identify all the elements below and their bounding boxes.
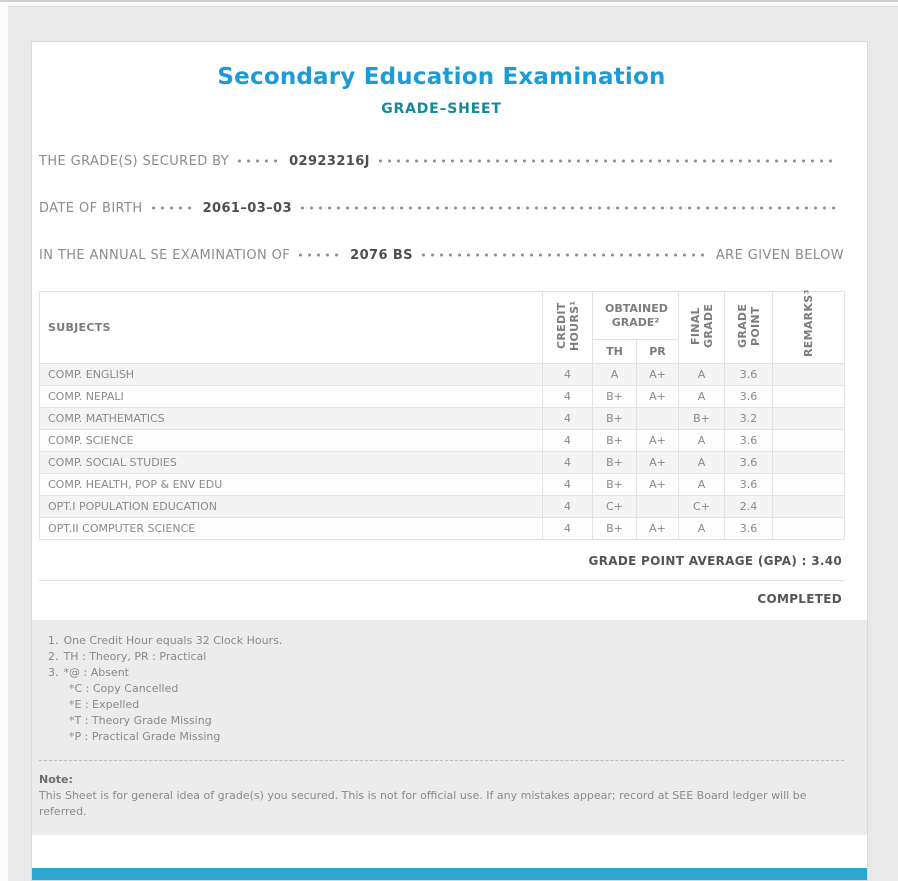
dot-leader [419, 248, 710, 262]
footnote-item [48, 649, 844, 665]
credit-cell: 4 [543, 408, 593, 430]
pr-grade-cell: A+ [637, 452, 679, 474]
table-row [40, 364, 845, 386]
footnote-number: 1. [48, 634, 59, 647]
subject-cell: COMP. SOCIAL STUDIES [40, 452, 543, 474]
exam-year-suffix: ARE GIVEN BELOW [715, 247, 844, 263]
grade-point-cell: 3.2 [725, 408, 773, 430]
remarks-cell [773, 408, 845, 430]
date-of-birth-value: 2061–03–03 [202, 200, 292, 216]
col-header-grade-point [725, 292, 773, 364]
footnote-subitem: *T : Theory Grade Missing [69, 714, 212, 727]
subject-cell: COMP. ENGLISH [40, 364, 543, 386]
pr-grade-cell: A+ [637, 474, 679, 496]
pr-grade-cell: A+ [637, 518, 679, 540]
note-text: This Sheet is for general idea of grade(s) you secured. This is not for official use. If any mistakes appear; record at SEE Board ledger will be referred. [39, 789, 807, 818]
subject-cell: OPT.II COMPUTER SCIENCE [40, 518, 543, 540]
th-grade-cell: B+ [593, 518, 637, 540]
credit-cell: 4 [543, 452, 593, 474]
footnote-subitem: *P : Practical Grade Missing [69, 730, 221, 743]
col-header-credit-hours [543, 292, 593, 364]
grades-table [39, 291, 845, 540]
col-header-pr: PR [637, 340, 679, 364]
remarks-cell [773, 518, 845, 540]
note-label: Note: [39, 773, 73, 786]
th-grade-cell: B+ [593, 474, 637, 496]
table-row [40, 408, 845, 430]
table-row [40, 518, 845, 540]
grade-sheet-card [31, 41, 868, 881]
exam-year-label: IN THE ANNUAL SE EXAMINATION OF [39, 247, 291, 263]
dot-leader [235, 154, 283, 168]
col-header-th: TH [593, 340, 637, 364]
dot-leader [298, 201, 838, 215]
footnote-number: 3. [48, 666, 59, 679]
grade-point-cell: 3.6 [725, 430, 773, 452]
footnote-text: *@ : Absent [63, 666, 129, 679]
subject-cell: COMP. SCIENCE [40, 430, 543, 452]
credit-cell: 4 [543, 430, 593, 452]
grade-point-cell: 3.6 [725, 452, 773, 474]
pr-grade-cell: A+ [637, 364, 679, 386]
credit-hours-vertical-label: CREDIT HOURS¹ [554, 300, 581, 352]
credit-cell: 4 [543, 364, 593, 386]
pr-grade-cell [637, 496, 679, 518]
final-grade-cell: A [679, 474, 725, 496]
credit-cell: 4 [543, 518, 593, 540]
secured-by-label: THE GRADE(S) SECURED BY [39, 153, 230, 169]
remarks-cell [773, 496, 845, 518]
footnote-number: 2. [48, 650, 59, 663]
grade-point-cell: 2.4 [725, 496, 773, 518]
grade-point-vertical-label: GRADE POINT [735, 303, 762, 349]
th-grade-cell: B+ [593, 386, 637, 408]
subject-cell: COMP. HEALTH, POP & ENV EDU [40, 474, 543, 496]
remarks-cell [773, 364, 845, 386]
page-title: Secondary Education Examination [217, 64, 666, 90]
th-grade-cell: B+ [593, 408, 637, 430]
table-row [40, 430, 845, 452]
final-grade-cell: A [679, 386, 725, 408]
final-grade-cell: A [679, 518, 725, 540]
grade-point-cell: 3.6 [725, 518, 773, 540]
credit-cell: 4 [543, 496, 593, 518]
subject-cell: COMP. MATHEMATICS [40, 408, 543, 430]
final-grade-cell: C+ [679, 496, 725, 518]
col-header-obtained-grade: OBTAINED GRADE² [593, 292, 679, 340]
th-grade-cell: C+ [593, 496, 637, 518]
footnotes-panel [32, 620, 867, 835]
dot-leader [376, 154, 838, 168]
footnote-subitem: *C : Copy Cancelled [69, 682, 179, 695]
subject-cell: COMP. NEPALI [40, 386, 543, 408]
final-grade-cell: A [679, 364, 725, 386]
final-grade-cell: A [679, 430, 725, 452]
pr-grade-cell: A+ [637, 386, 679, 408]
exam-year-value: 2076 BS [350, 247, 413, 263]
grade-sheet-subtitle: GRADE–SHEET [381, 101, 502, 117]
table-header-row-1 [40, 292, 845, 340]
table-row [40, 386, 845, 408]
table-row [40, 452, 845, 474]
footnote-item [48, 633, 844, 649]
secured-by-value: 02923216J [289, 153, 370, 169]
remarks-cell [773, 452, 845, 474]
grade-point-cell: 3.6 [725, 364, 773, 386]
grade-point-cell: 3.6 [725, 386, 773, 408]
dot-leader [149, 201, 197, 215]
final-grade-cell: A [679, 452, 725, 474]
th-grade-cell: B+ [593, 452, 637, 474]
pr-grade-cell [637, 408, 679, 430]
remarks-vertical-label: REMARKS³ [802, 289, 815, 357]
footer-bar [32, 868, 867, 880]
table-row [40, 496, 845, 518]
remarks-cell [773, 474, 845, 496]
credit-cell: 4 [543, 474, 593, 496]
final-grade-vertical-label: FINAL GRADE [688, 303, 715, 349]
th-grade-cell: B+ [593, 430, 637, 452]
footnote-item [48, 665, 844, 681]
date-of-birth-line [39, 198, 844, 218]
grade-point-cell: 3.6 [725, 474, 773, 496]
remarks-cell [773, 430, 845, 452]
col-header-remarks [773, 289, 845, 364]
final-grade-cell: B+ [679, 408, 725, 430]
footnote-text: One Credit Hour equals 32 Clock Hours. [63, 634, 283, 647]
dot-leader [296, 248, 344, 262]
date-of-birth-label: DATE OF BIRTH [39, 200, 143, 216]
subject-cell: OPT.I POPULATION EDUCATION [40, 496, 543, 518]
footnote-text: TH : Theory, PR : Practical [63, 650, 207, 663]
table-row [40, 474, 845, 496]
col-header-subjects: SUBJECTS [40, 292, 543, 364]
secured-by-line [39, 151, 844, 171]
remarks-cell [773, 386, 845, 408]
dashed-divider [39, 760, 844, 761]
status-completed: COMPLETED [757, 592, 842, 606]
th-grade-cell: A [593, 364, 637, 386]
exam-year-line [39, 245, 844, 265]
grades-table-wrap [39, 291, 844, 540]
gpa-line: GRADE POINT AVERAGE (GPA) : 3.40 [39, 540, 844, 581]
pr-grade-cell: A+ [637, 430, 679, 452]
col-header-final-grade [679, 292, 725, 364]
footnote-subitem: *E : Expelled [69, 698, 140, 711]
credit-cell: 4 [543, 386, 593, 408]
sheet-header [39, 42, 844, 117]
